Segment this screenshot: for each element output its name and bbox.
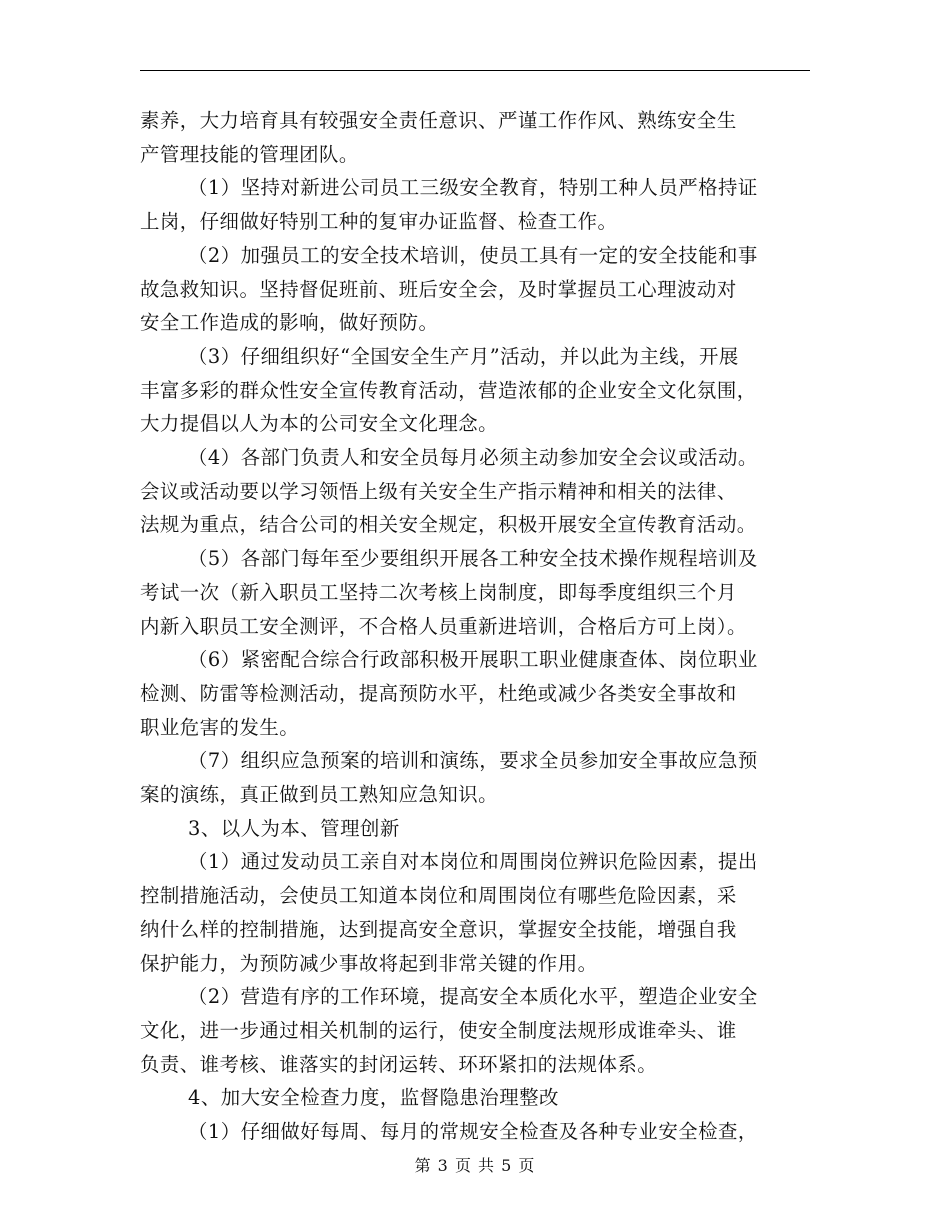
text-line: 丰富多彩的群众性安全宣传教育活动，营造浓郁的企业安全文化氛围， [140,378,757,402]
text-line: 法规为重点，结合公司的相关安全规定，积极开展安全宣传教育活动。 [140,513,757,537]
text-line: 大力提倡以人为本的公司安全文化理念。 [140,412,499,436]
text-line: 负责、谁考核、谁落实的封闭运转、环环紧扣的法规体系。 [140,1052,658,1076]
text-line: 4、加大安全检查力度，监督隐患治理整改 [188,1086,559,1110]
text-line: （1）仔细做好每周、每月的常规安全检查及各种专业安全检查， [188,1120,758,1144]
text-line: 素养，大力培育具有较强安全责任意识、严谨工作作风、熟练安全生 [140,109,737,132]
text-line: （1）通过发动员工亲自对本岗位和周围岗位辨识危险因素，提出 [188,850,758,874]
text-line: （2）加强员工的安全技术培训，使员工具有一定的安全技能和事 [188,243,758,267]
text-line: 安全工作造成的影响，做好预防。 [140,311,439,335]
text-line: 检测、防雷等检测活动，提高预防水平，杜绝或减少各类安全事故和 [140,681,737,705]
text-line: 案的演练，真正做到员工熟知应急知识。 [140,783,499,807]
text-line: （5）各部门每年至少要组织开展各工种安全技术操作规程培训及 [188,547,758,571]
page-footer: 第 3 页 共 5 页 [414,1156,536,1175]
text-line: 保护能力，为预防减少事故将起到非常关键的作用。 [140,951,598,975]
text-line: 3、以人为本、管理创新 [188,816,400,840]
text-line: 内新入职员工安全测评，不合格人员重新进培训，合格后方可上岗）。 [140,614,747,638]
text-line: （4）各部门负责人和安全员每月必须主动参加安全会议或活动。 [188,446,758,470]
text-line: 考试一次（新入职员工坚持二次考核上岗制度，即每季度组织三个月 [140,580,737,604]
text-line: 职业危害的发生。 [140,715,300,739]
text-line: 控制措施活动，会使员工知道本岗位和周围岗位有哪些危险因素，采 [140,884,737,908]
header-rule [140,70,810,71]
text-line: （1）坚持对新进公司员工三级安全教育，特别工种人员严格持证 [188,176,758,200]
text-line: 纳什么样的控制措施，达到提高安全意识，掌握安全技能，增强自我 [140,917,737,941]
document-body [140,104,830,1149]
text-line: 会议或活动要以学习领悟上级有关安全生产指示精神和相关的法律、 [140,479,737,503]
text-line: 产管理技能的管理团队。 [140,142,359,166]
text-line: 故急救知识。坚持督促班前、班后安全会，及时掌握员工心理波动对 [140,277,737,301]
text-line: 上岗，仔细做好特别工种的复审办证监督、检查工作。 [140,210,618,234]
text-line: 文化，进一步通过相关机制的运行，使安全制度法规形成谁牵头、谁 [140,1018,737,1042]
text-line: （2）营造有序的工作环境，提高安全本质化水平，塑造企业安全 [188,985,758,1009]
text-line: （3）仔细组织好“全国安全生产月”活动，并以此为主线，开展 [188,344,739,368]
text-line: （7）组织应急预案的培训和演练，要求全员参加安全事故应急预 [188,749,758,773]
text-line: （6）紧密配合综合行政部积极开展职工职业健康查体、岗位职业 [188,648,758,672]
